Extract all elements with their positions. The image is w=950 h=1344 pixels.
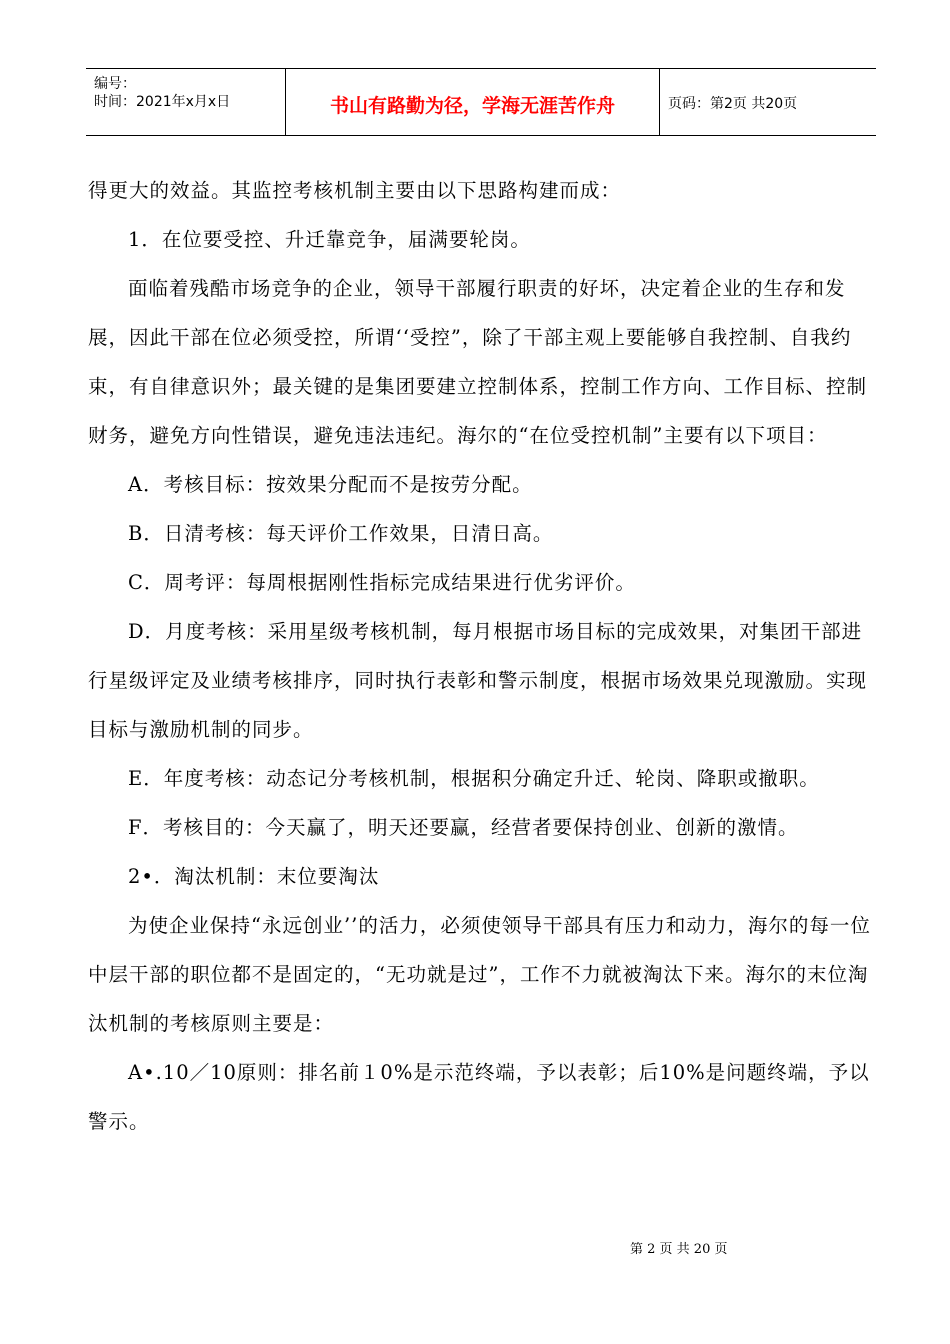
list-item-a: A．考核目标：按效果分配而不是按劳分配。 <box>128 473 533 496</box>
list-item-a-rule: A•.10／10原则：排名前１0%是示范终端，予以表彰；后10%是问题终端，予以警示。 <box>88 1061 870 1133</box>
list-item-c: C．周考评：每周根据刚性指标完成结果进行优劣评价。 <box>128 571 636 594</box>
document-body <box>88 166 876 1146</box>
header-page-cell <box>660 69 876 135</box>
list-item-e: E．年度考核：动态记分考核机制，根据积分确定升迁、轮岗、降职或撤职。 <box>128 767 820 790</box>
header-meta-cell <box>86 69 286 135</box>
list-item-f: F．考核目的：今天赢了，明天还要赢，经营者要保持创业、创新的激情。 <box>128 816 799 839</box>
document-time-label: 时间：2021年x月x日 <box>94 94 231 110</box>
list-item-d: D．月度考核：采用星级考核机制，每月根据市场目标的完成效果，对集团干部进行星级评定及业绩考核排序，同时执行表彰和警示制度，根据市场效果兑现激励。实现目标与激励机制的同步。 <box>88 620 868 741</box>
page-footer: 第 2 页 共 20 页 <box>630 1242 728 1257</box>
section-heading-2: 2•．淘汰机制：末位要淘汰 <box>128 865 380 888</box>
header-motto-cell <box>286 69 660 135</box>
header-motto: 书山有路勤为径，学海无涯苦作舟 <box>329 95 615 117</box>
header-page-info: 页码：第2页 共20页 <box>668 96 798 112</box>
paragraph-control: 面临着残酷市场竞争的企业，领导干部履行职责的好坏，决定着企业的生存和发展，因此干部在位必须受控，所谓‘‘受控”，除了干部主观上要能够自我控制、自我约束，有自律意识外；最关键的是集团要建立控制体系，控制工作方向、工作目标、控制财务，避免方向性错误，避免违法违纪。海尔的“在位受控机制”主要有以下项目： <box>88 277 868 447</box>
list-item-b: B．日清考核：每天评价工作效果，日清日高。 <box>128 522 554 545</box>
section-heading-1: 1．在位要受控、升迁靠竞争，届满要轮岗。 <box>128 228 531 251</box>
paragraph-continuation: 得更大的效益。其监控考核机制主要由以下思路构建而成： <box>88 179 622 202</box>
document-number-label: 编号： <box>94 76 136 92</box>
paragraph-elimination: 为使企业保持“永远创业’’的活力，必须使领导干部具有压力和动力，海尔的每一位中层干部的职位都不是固定的，“无功就是过”，工作不力就被淘汰下来。海尔的末位淘汰机制的考核原则主要是： <box>88 914 871 1035</box>
page-header <box>86 68 876 136</box>
